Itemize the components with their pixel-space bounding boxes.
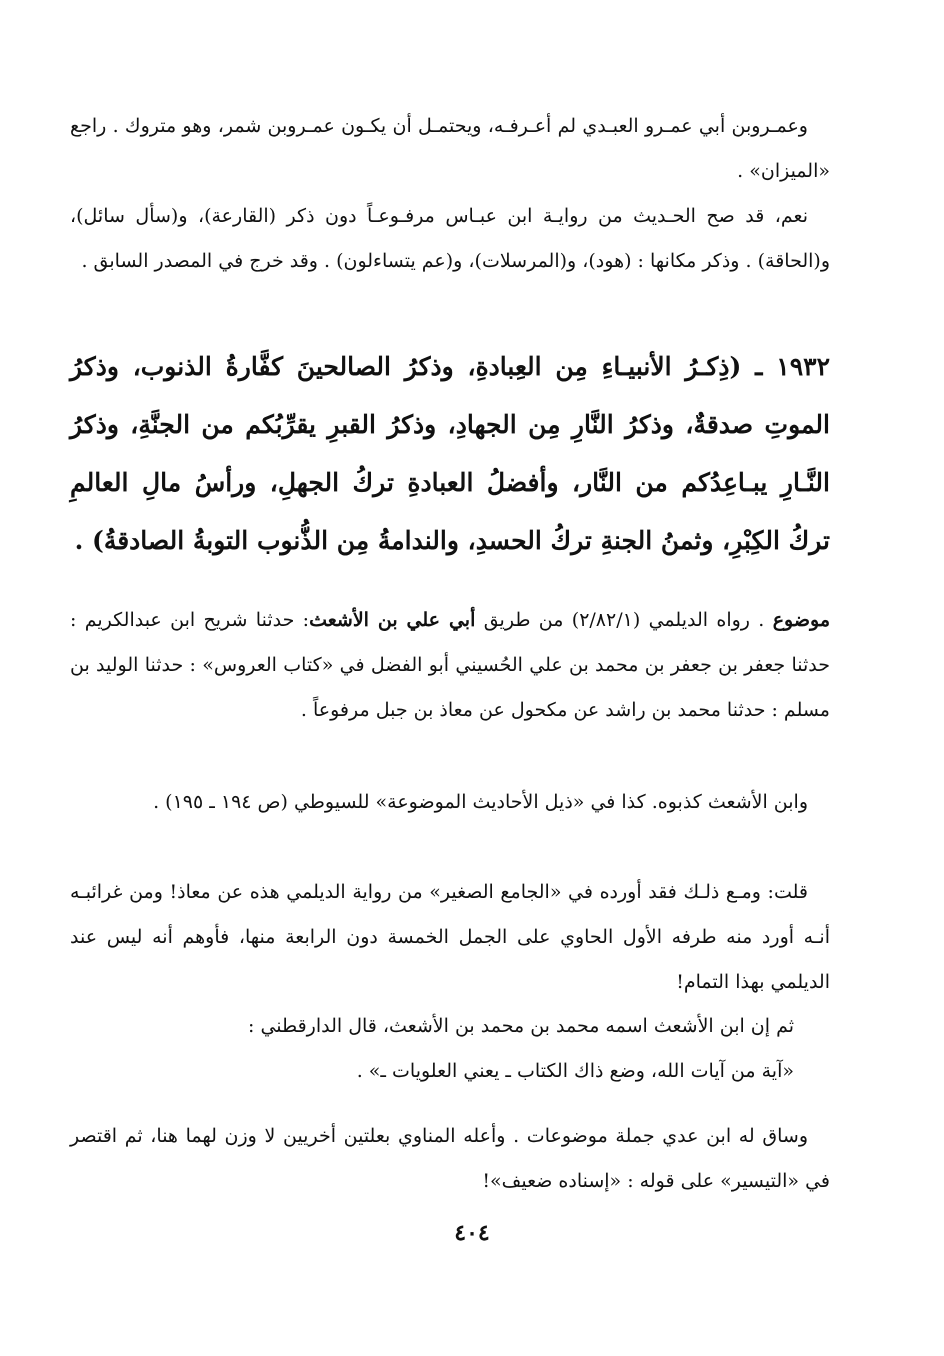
paragraph-ibn-abbas-note: نعم، قد صح الحـديث من روايـة ابن عبـاس مرفـوعـاً دون ذكر (القارعة)، و(سأل سائل)، و(الحاقة) . وذكر مكانها : (هود)، و(المرسلات)، و(عم يتساءلون) . وقد خرج في المصدر السابق .: [70, 205, 830, 272]
paragraph-narrator-note: وعمـروبن أبي عمـرو العبـدي لم أعـرفـه، ويحتمـل أن يكـون عمـروبن شمر، وهو متروك . راجع «الميزان» .: [70, 115, 830, 182]
hadith-verdict: موضوع: [772, 609, 830, 631]
takhrij-paragraph: [70, 598, 830, 733]
takhrij-narrator: أبي علي بن الأشعث: [309, 609, 476, 631]
paragraph-ibn-adi: وساق له ابن عدي جملة موضوعات . وأعله المناوي بعلتين أخريين لا وزن لهما هنا، ثم اقتصر في «التيسير» على قوله : «إسناده ضعيف»!: [70, 1125, 830, 1192]
daraqutni-quote: «آية من آيات الله، وضع ذاك الكتاب ـ يعني العلويات ـ» .: [356, 1060, 794, 1082]
page-number: ٤٠٤: [454, 1220, 490, 1246]
paragraph-daraqutni-intro: ثم إن ابن الأشعث اسمه محمد بن محمد بن الأشعث، قال الدارقطني :: [248, 1015, 794, 1037]
paragraph-comment-jami: قلت: ومـع ذلـك فقد أورده في «الجامع الصغير» من رواية الديلمي هذه عن معاذ! ومن غرائبـه أنـه أورد منه طرفه الأول الحاوي على الجمل الخمسة دون الرابعة منها، فأوهم أنه ليس عند الديلمي بهذا التمام!: [70, 881, 830, 993]
takhrij-text-start: . رواه الديلمي (٢/٨٢/١) من طريق: [483, 609, 765, 631]
hadith-1932-text: ١٩٣٢ ـ (ذِكـرُ الأنبيـاءِ مِن العِبادةِ، وذكرُ الصالحينَ كفَّارةُ الذنوب، وذكرُ الموتِ صدقةٌ، وذكرُ النَّارِ مِن الجهادِ، وذكرُ القبرِ يقرِّبُكم من الجنَّةِ، وذكرُ النَّـارِ يبـاعِدُكم من النَّار، وأفضلُ العبادةِ تركُ الجهلِ، ورأسُ مالِ العالمِ تركُ الكِبْرِ، وثمنُ الجنةِ تركُ الحسدِ، والندامةُ مِن الذُّنوب التوبةُ الصادقةُ) .: [70, 352, 830, 555]
paragraph-ibn-alashath: وابن الأشعث كذبوه. كذا في «ذيل الأحاديث الموضوعة» للسيوطي (ص ١٩٤ ـ ١٩٥) .: [153, 791, 808, 813]
takhrij-text-chain: : حدثنا شريح ابن عبدالكريم : حدثنا جعفر بن جعفر بن محمد بن علي الحُسيني أبو الفضل في «كتاب العروس» : حدثنا الوليد بن مسلم : حدثنا محمد بن راشد عن مكحول عن معاذ بن جبل مرفوعاً .: [70, 609, 830, 721]
